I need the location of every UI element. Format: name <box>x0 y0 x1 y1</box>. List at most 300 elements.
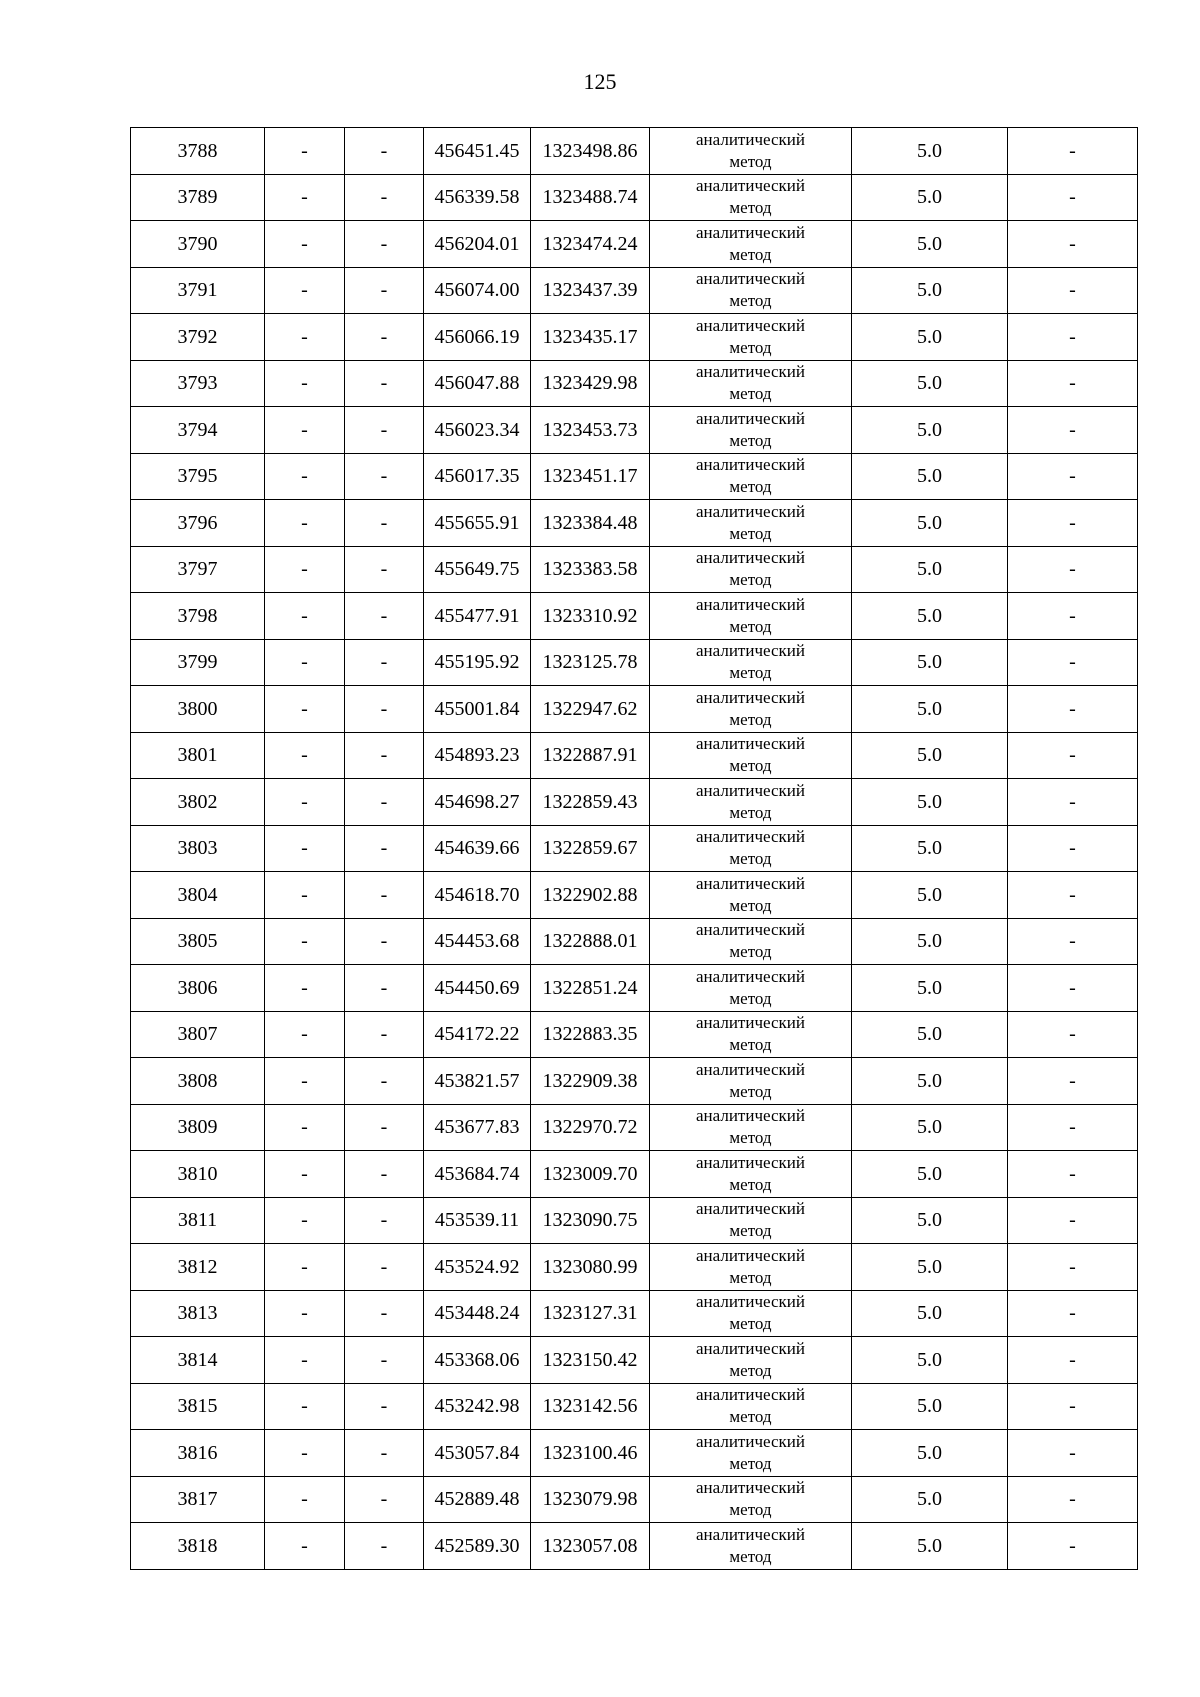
method-line-1: аналитический <box>696 222 805 242</box>
y-coordinate-cell: 1323474.24 <box>531 221 650 268</box>
accuracy-cell: 5.0 <box>852 128 1008 175</box>
point-number-cell: 3795 <box>131 453 265 500</box>
column-2-cell: - <box>265 221 345 268</box>
x-coordinate-cell: 452589.30 <box>424 1523 531 1570</box>
column-3-cell: - <box>345 872 424 919</box>
accuracy-cell: 5.0 <box>852 1383 1008 1430</box>
method-line-1: аналитический <box>696 1385 805 1405</box>
y-coordinate-cell: 1323009.70 <box>531 1151 650 1198</box>
column-3-cell: - <box>345 779 424 826</box>
method-line-1: аналитический <box>696 1199 805 1219</box>
accuracy-cell: 5.0 <box>852 1523 1008 1570</box>
method-line-2: метод <box>729 244 772 264</box>
accuracy-cell: 5.0 <box>852 732 1008 779</box>
method-cell <box>650 593 852 640</box>
x-coordinate-cell: 453057.84 <box>424 1430 531 1477</box>
accuracy-cell: 5.0 <box>852 1290 1008 1337</box>
column-3-cell: - <box>345 1197 424 1244</box>
column-8-cell: - <box>1008 1058 1138 1105</box>
method-line-2: метод <box>729 1407 772 1427</box>
x-coordinate-cell: 452889.48 <box>424 1476 531 1523</box>
table-row <box>131 1011 1138 1058</box>
method-cell <box>650 639 852 686</box>
table-row <box>131 267 1138 314</box>
method-line-1: аналитический <box>696 501 805 521</box>
point-number-cell: 3808 <box>131 1058 265 1105</box>
column-8-cell: - <box>1008 1523 1138 1570</box>
method-cell <box>650 1476 852 1523</box>
x-coordinate-cell: 455001.84 <box>424 686 531 733</box>
column-8-cell: - <box>1008 360 1138 407</box>
method-cell <box>650 407 852 454</box>
point-number-cell: 3799 <box>131 639 265 686</box>
column-8-cell: - <box>1008 686 1138 733</box>
accuracy-cell: 5.0 <box>852 453 1008 500</box>
column-2-cell: - <box>265 965 345 1012</box>
column-3-cell: - <box>345 267 424 314</box>
accuracy-cell: 5.0 <box>852 1011 1008 1058</box>
table-row <box>131 1151 1138 1198</box>
y-coordinate-cell: 1323090.75 <box>531 1197 650 1244</box>
method-cell <box>650 825 852 872</box>
column-8-cell: - <box>1008 1337 1138 1384</box>
table-row <box>131 407 1138 454</box>
method-cell <box>650 1523 852 1570</box>
y-coordinate-cell: 1323383.58 <box>531 546 650 593</box>
method-line-1: аналитический <box>696 362 805 382</box>
method-cell <box>650 174 852 221</box>
column-8-cell: - <box>1008 500 1138 547</box>
method-line-2: метод <box>729 942 772 962</box>
method-line-1: аналитический <box>696 1059 805 1079</box>
x-coordinate-cell: 455477.91 <box>424 593 531 640</box>
column-3-cell: - <box>345 1523 424 1570</box>
method-line-2: метод <box>729 802 772 822</box>
method-cell <box>650 453 852 500</box>
table-row <box>131 1058 1138 1105</box>
method-line-1: аналитический <box>696 641 805 661</box>
table-row <box>131 732 1138 779</box>
x-coordinate-cell: 454450.69 <box>424 965 531 1012</box>
column-3-cell: - <box>345 174 424 221</box>
y-coordinate-cell: 1323453.73 <box>531 407 650 454</box>
column-8-cell: - <box>1008 872 1138 919</box>
column-3-cell: - <box>345 686 424 733</box>
method-line-2: метод <box>729 1453 772 1473</box>
method-line-1: аналитический <box>696 873 805 893</box>
table-row <box>131 1383 1138 1430</box>
method-line-1: аналитический <box>696 176 805 196</box>
method-line-2: метод <box>729 198 772 218</box>
method-line-2: метод <box>729 1174 772 1194</box>
table-row <box>131 779 1138 826</box>
accuracy-cell: 5.0 <box>852 500 1008 547</box>
x-coordinate-cell: 455649.75 <box>424 546 531 593</box>
table-row <box>131 593 1138 640</box>
column-2-cell: - <box>265 128 345 175</box>
accuracy-cell: 5.0 <box>852 1058 1008 1105</box>
point-number-cell: 3788 <box>131 128 265 175</box>
method-cell <box>650 1011 852 1058</box>
table-row <box>131 174 1138 221</box>
accuracy-cell: 5.0 <box>852 1337 1008 1384</box>
method-line-1: аналитический <box>696 594 805 614</box>
column-3-cell: - <box>345 360 424 407</box>
column-2-cell: - <box>265 593 345 640</box>
y-coordinate-cell: 1322970.72 <box>531 1104 650 1151</box>
y-coordinate-cell: 1323310.92 <box>531 593 650 640</box>
column-8-cell: - <box>1008 267 1138 314</box>
column-8-cell: - <box>1008 1104 1138 1151</box>
column-2-cell: - <box>265 1104 345 1151</box>
column-3-cell: - <box>345 639 424 686</box>
x-coordinate-cell: 453242.98 <box>424 1383 531 1430</box>
x-coordinate-cell: 456074.00 <box>424 267 531 314</box>
accuracy-cell: 5.0 <box>852 965 1008 1012</box>
x-coordinate-cell: 453684.74 <box>424 1151 531 1198</box>
method-cell <box>650 1151 852 1198</box>
column-2-cell: - <box>265 1244 345 1291</box>
accuracy-cell: 5.0 <box>852 407 1008 454</box>
method-line-2: метод <box>729 291 772 311</box>
method-cell <box>650 965 852 1012</box>
column-3-cell: - <box>345 1430 424 1477</box>
column-3-cell: - <box>345 825 424 872</box>
method-line-1: аналитический <box>696 734 805 754</box>
method-cell <box>650 546 852 593</box>
method-cell <box>650 221 852 268</box>
table-row <box>131 1337 1138 1384</box>
y-coordinate-cell: 1323435.17 <box>531 314 650 361</box>
table-row <box>131 500 1138 547</box>
method-line-2: метод <box>729 477 772 497</box>
column-2-cell: - <box>265 1058 345 1105</box>
column-2-cell: - <box>265 453 345 500</box>
method-line-2: метод <box>729 663 772 683</box>
y-coordinate-cell: 1322947.62 <box>531 686 650 733</box>
accuracy-cell: 5.0 <box>852 174 1008 221</box>
accuracy-cell: 5.0 <box>852 314 1008 361</box>
column-2-cell: - <box>265 1290 345 1337</box>
method-cell <box>650 128 852 175</box>
method-line-1: аналитический <box>696 315 805 335</box>
column-2-cell: - <box>265 639 345 686</box>
column-2-cell: - <box>265 918 345 965</box>
x-coordinate-cell: 453821.57 <box>424 1058 531 1105</box>
column-2-cell: - <box>265 546 345 593</box>
point-number-cell: 3809 <box>131 1104 265 1151</box>
x-coordinate-cell: 453448.24 <box>424 1290 531 1337</box>
point-number-cell: 3818 <box>131 1523 265 1570</box>
x-coordinate-cell: 455195.92 <box>424 639 531 686</box>
column-2-cell: - <box>265 1523 345 1570</box>
point-number-cell: 3803 <box>131 825 265 872</box>
y-coordinate-cell: 1323057.08 <box>531 1523 650 1570</box>
column-2-cell: - <box>265 360 345 407</box>
column-3-cell: - <box>345 546 424 593</box>
column-8-cell: - <box>1008 128 1138 175</box>
y-coordinate-cell: 1322859.67 <box>531 825 650 872</box>
point-number-cell: 3814 <box>131 1337 265 1384</box>
accuracy-cell: 5.0 <box>852 1151 1008 1198</box>
point-number-cell: 3790 <box>131 221 265 268</box>
column-8-cell: - <box>1008 546 1138 593</box>
column-3-cell: - <box>345 314 424 361</box>
method-cell <box>650 267 852 314</box>
column-3-cell: - <box>345 1244 424 1291</box>
column-3-cell: - <box>345 1383 424 1430</box>
method-line-2: метод <box>729 384 772 404</box>
x-coordinate-cell: 454893.23 <box>424 732 531 779</box>
point-number-cell: 3811 <box>131 1197 265 1244</box>
method-line-2: метод <box>729 1546 772 1566</box>
x-coordinate-cell: 454453.68 <box>424 918 531 965</box>
accuracy-cell: 5.0 <box>852 872 1008 919</box>
table-row <box>131 825 1138 872</box>
column-3-cell: - <box>345 593 424 640</box>
x-coordinate-cell: 454172.22 <box>424 1011 531 1058</box>
column-8-cell: - <box>1008 1244 1138 1291</box>
column-2-cell: - <box>265 407 345 454</box>
method-cell <box>650 500 852 547</box>
method-cell <box>650 1383 852 1430</box>
x-coordinate-cell: 456451.45 <box>424 128 531 175</box>
point-number-cell: 3807 <box>131 1011 265 1058</box>
x-coordinate-cell: 455655.91 <box>424 500 531 547</box>
method-line-2: метод <box>729 1128 772 1148</box>
y-coordinate-cell: 1322902.88 <box>531 872 650 919</box>
column-8-cell: - <box>1008 453 1138 500</box>
y-coordinate-cell: 1322888.01 <box>531 918 650 965</box>
x-coordinate-cell: 454698.27 <box>424 779 531 826</box>
table-row <box>131 686 1138 733</box>
column-8-cell: - <box>1008 174 1138 221</box>
coordinates-table <box>130 127 1138 1570</box>
column-8-cell: - <box>1008 965 1138 1012</box>
column-8-cell: - <box>1008 1197 1138 1244</box>
point-number-cell: 3794 <box>131 407 265 454</box>
column-3-cell: - <box>345 1104 424 1151</box>
column-3-cell: - <box>345 453 424 500</box>
y-coordinate-cell: 1323079.98 <box>531 1476 650 1523</box>
table-row <box>131 1523 1138 1570</box>
column-2-cell: - <box>265 1011 345 1058</box>
column-3-cell: - <box>345 732 424 779</box>
accuracy-cell: 5.0 <box>852 918 1008 965</box>
method-line-2: метод <box>729 756 772 776</box>
column-8-cell: - <box>1008 407 1138 454</box>
point-number-cell: 3800 <box>131 686 265 733</box>
column-8-cell: - <box>1008 1011 1138 1058</box>
column-8-cell: - <box>1008 593 1138 640</box>
column-3-cell: - <box>345 1337 424 1384</box>
table-body <box>131 128 1138 1570</box>
column-2-cell: - <box>265 1383 345 1430</box>
y-coordinate-cell: 1322887.91 <box>531 732 650 779</box>
table-row <box>131 1430 1138 1477</box>
column-8-cell: - <box>1008 1430 1138 1477</box>
x-coordinate-cell: 454618.70 <box>424 872 531 919</box>
point-number-cell: 3804 <box>131 872 265 919</box>
method-line-1: аналитический <box>696 920 805 940</box>
table-row <box>131 1244 1138 1291</box>
point-number-cell: 3802 <box>131 779 265 826</box>
column-3-cell: - <box>345 1151 424 1198</box>
column-2-cell: - <box>265 314 345 361</box>
y-coordinate-cell: 1322851.24 <box>531 965 650 1012</box>
y-coordinate-cell: 1323080.99 <box>531 1244 650 1291</box>
y-coordinate-cell: 1322909.38 <box>531 1058 650 1105</box>
accuracy-cell: 5.0 <box>852 639 1008 686</box>
method-line-1: аналитический <box>696 455 805 475</box>
y-coordinate-cell: 1323451.17 <box>531 453 650 500</box>
accuracy-cell: 5.0 <box>852 593 1008 640</box>
column-2-cell: - <box>265 686 345 733</box>
accuracy-cell: 5.0 <box>852 360 1008 407</box>
method-cell <box>650 779 852 826</box>
table-row <box>131 453 1138 500</box>
method-line-2: метод <box>729 1035 772 1055</box>
method-line-1: аналитический <box>696 1338 805 1358</box>
table-row <box>131 639 1138 686</box>
method-line-1: аналитический <box>696 1292 805 1312</box>
point-number-cell: 3801 <box>131 732 265 779</box>
x-coordinate-cell: 453368.06 <box>424 1337 531 1384</box>
table-row <box>131 918 1138 965</box>
column-3-cell: - <box>345 1011 424 1058</box>
point-number-cell: 3812 <box>131 1244 265 1291</box>
accuracy-cell: 5.0 <box>852 267 1008 314</box>
column-8-cell: - <box>1008 314 1138 361</box>
method-cell <box>650 1290 852 1337</box>
x-coordinate-cell: 456017.35 <box>424 453 531 500</box>
method-line-1: аналитический <box>696 687 805 707</box>
y-coordinate-cell: 1323125.78 <box>531 639 650 686</box>
page-number: 125 <box>583 69 617 94</box>
column-8-cell: - <box>1008 825 1138 872</box>
x-coordinate-cell: 456066.19 <box>424 314 531 361</box>
method-line-1: аналитический <box>696 1013 805 1033</box>
method-line-1: аналитический <box>696 1478 805 1498</box>
column-3-cell: - <box>345 128 424 175</box>
x-coordinate-cell: 456023.34 <box>424 407 531 454</box>
method-cell <box>650 314 852 361</box>
x-coordinate-cell: 456204.01 <box>424 221 531 268</box>
method-line-1: аналитический <box>696 1524 805 1544</box>
method-line-2: метод <box>729 1500 772 1520</box>
accuracy-cell: 5.0 <box>852 825 1008 872</box>
column-8-cell: - <box>1008 639 1138 686</box>
accuracy-cell: 5.0 <box>852 1197 1008 1244</box>
point-number-cell: 3806 <box>131 965 265 1012</box>
method-line-1: аналитический <box>696 966 805 986</box>
accuracy-cell: 5.0 <box>852 1430 1008 1477</box>
column-3-cell: - <box>345 407 424 454</box>
method-line-2: метод <box>729 570 772 590</box>
method-line-2: метод <box>729 523 772 543</box>
point-number-cell: 3817 <box>131 1476 265 1523</box>
point-number-cell: 3792 <box>131 314 265 361</box>
point-number-cell: 3789 <box>131 174 265 221</box>
table-row <box>131 965 1138 1012</box>
method-line-2: метод <box>729 1081 772 1101</box>
accuracy-cell: 5.0 <box>852 546 1008 593</box>
x-coordinate-cell: 453524.92 <box>424 1244 531 1291</box>
method-cell <box>650 360 852 407</box>
method-line-2: метод <box>729 1360 772 1380</box>
y-coordinate-cell: 1323498.86 <box>531 128 650 175</box>
method-cell <box>650 1058 852 1105</box>
accuracy-cell: 5.0 <box>852 1476 1008 1523</box>
column-2-cell: - <box>265 779 345 826</box>
y-coordinate-cell: 1323437.39 <box>531 267 650 314</box>
column-8-cell: - <box>1008 779 1138 826</box>
method-line-1: аналитический <box>696 548 805 568</box>
column-3-cell: - <box>345 221 424 268</box>
y-coordinate-cell: 1323127.31 <box>531 1290 650 1337</box>
table-row <box>131 314 1138 361</box>
column-2-cell: - <box>265 1430 345 1477</box>
y-coordinate-cell: 1323429.98 <box>531 360 650 407</box>
y-coordinate-cell: 1322859.43 <box>531 779 650 826</box>
method-line-2: метод <box>729 895 772 915</box>
method-cell <box>650 1104 852 1151</box>
method-line-2: метод <box>729 337 772 357</box>
column-2-cell: - <box>265 1476 345 1523</box>
column-8-cell: - <box>1008 1290 1138 1337</box>
point-number-cell: 3798 <box>131 593 265 640</box>
method-cell <box>650 686 852 733</box>
column-3-cell: - <box>345 1476 424 1523</box>
table-row <box>131 128 1138 175</box>
point-number-cell: 3791 <box>131 267 265 314</box>
column-2-cell: - <box>265 174 345 221</box>
x-coordinate-cell: 456047.88 <box>424 360 531 407</box>
y-coordinate-cell: 1323100.46 <box>531 1430 650 1477</box>
table-row <box>131 1476 1138 1523</box>
point-number-cell: 3810 <box>131 1151 265 1198</box>
point-number-cell: 3813 <box>131 1290 265 1337</box>
column-2-cell: - <box>265 1337 345 1384</box>
column-8-cell: - <box>1008 1476 1138 1523</box>
accuracy-cell: 5.0 <box>852 1104 1008 1151</box>
point-number-cell: 3816 <box>131 1430 265 1477</box>
column-3-cell: - <box>345 1290 424 1337</box>
table-row <box>131 1197 1138 1244</box>
column-2-cell: - <box>265 872 345 919</box>
method-line-2: метод <box>729 616 772 636</box>
x-coordinate-cell: 456339.58 <box>424 174 531 221</box>
column-2-cell: - <box>265 500 345 547</box>
method-line-1: аналитический <box>696 1245 805 1265</box>
y-coordinate-cell: 1323488.74 <box>531 174 650 221</box>
column-3-cell: - <box>345 918 424 965</box>
method-line-1: аналитический <box>696 408 805 428</box>
method-line-2: метод <box>729 1314 772 1334</box>
table-row <box>131 1290 1138 1337</box>
point-number-cell: 3805 <box>131 918 265 965</box>
x-coordinate-cell: 453677.83 <box>424 1104 531 1151</box>
table-row <box>131 221 1138 268</box>
column-2-cell: - <box>265 732 345 779</box>
point-number-cell: 3815 <box>131 1383 265 1430</box>
column-8-cell: - <box>1008 732 1138 779</box>
column-8-cell: - <box>1008 1151 1138 1198</box>
column-2-cell: - <box>265 267 345 314</box>
y-coordinate-cell: 1323150.42 <box>531 1337 650 1384</box>
column-3-cell: - <box>345 965 424 1012</box>
method-line-2: метод <box>729 151 772 171</box>
